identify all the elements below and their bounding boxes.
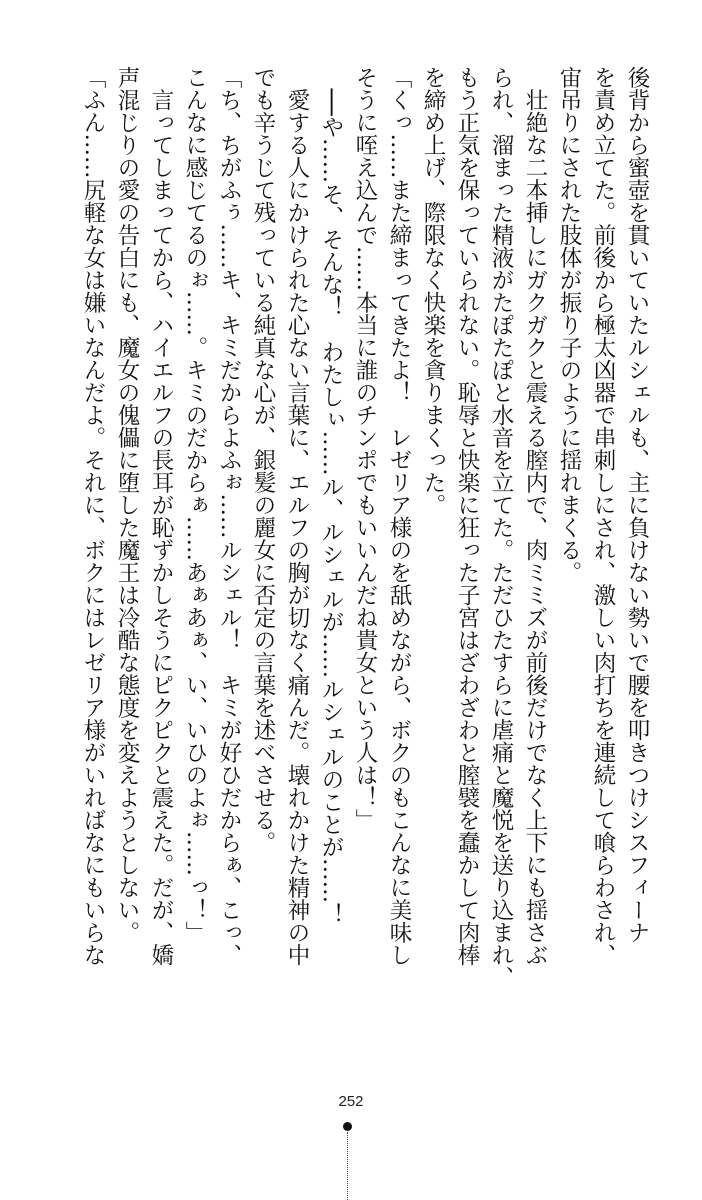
text-line: を締め上げ、際限なく快楽を貪りまくった。 (420, 66, 446, 516)
page-number: 252 (338, 1093, 364, 1110)
text-line: もう正気を保っていられない。恥辱と快楽に狂った子宮はざわざわと膣襞を蠢かして肉棒 (454, 66, 480, 966)
text-line: でも辛うじて残っている純真な心が、銀髪の麗女に否定の言葉を述べさせる。 (250, 66, 276, 854)
text-line: られ、溜まった精液がたぽたぽと水音を立てた。ただひたすらに虐痛と魔悦を送り込まれ、 (488, 66, 514, 989)
text-line: こんなに感じてるのぉ……。キミのだからぁ……あぁあぁ、い、いひのよぉ……っ！」 (182, 66, 208, 944)
text-line: 愛する人にかけられた心ない言葉に、エルフの胸が切なく痛んだ。壊れかけた精神の中 (284, 66, 310, 966)
text-line: 壮絶な二本挿しにガクガクと震える膣内で、肉ミミズが前後だけでなく上下にも揺さぶ (522, 66, 548, 966)
text-line: ──や……そ、そんな！ わたしぃ……ル、ルシェルが……ルシェルのことが……！ (318, 66, 344, 926)
text-line: そうに咥え込んで……本当に誰のチンポでもいいんだね貴女という人は！」 (352, 66, 378, 831)
text-line: 後背から蜜壺を貫いていたルシェルも、主に負けない勢いで腰を叩きつけシスフィーナ (624, 66, 650, 944)
text-line: 「ち、ちがふぅ……キ、キミだからよふぉ……ルシェル！ キミが好ひだからぁ、こっ、 (216, 66, 242, 966)
text-line: を責め立てた。前後から極太凶器で串刺しにされ、激しい肉打ちを連続して喰らわされ、 (590, 66, 616, 966)
page-marker-line (347, 1132, 348, 1200)
page-marker-dot-icon (343, 1122, 352, 1131)
text-line: 宙吊りにされた肢体が振り子のように揺れまくる。 (556, 66, 582, 584)
text-line: 「ふん……尻軽な女は嫌いなんだよ。それに、ボクにはレゼリア様がいればなにもいらな (80, 66, 106, 966)
text-line: 「くっ……また締まってきたよ！ レゼリア様のを舐めながら、ボクのもこんなに美味し (386, 66, 412, 966)
vertical-text-body (76, 66, 654, 989)
text-line: 言ってしまってから、ハイエルフの長耳が恥ずかしそうにピクピクと震えた。だが、嬌 (148, 66, 174, 966)
text-line: 声混じりの愛の告白にも、魔女の傀儡に堕した魔王は冷酷な態度を変えようとしない。 (114, 66, 140, 944)
